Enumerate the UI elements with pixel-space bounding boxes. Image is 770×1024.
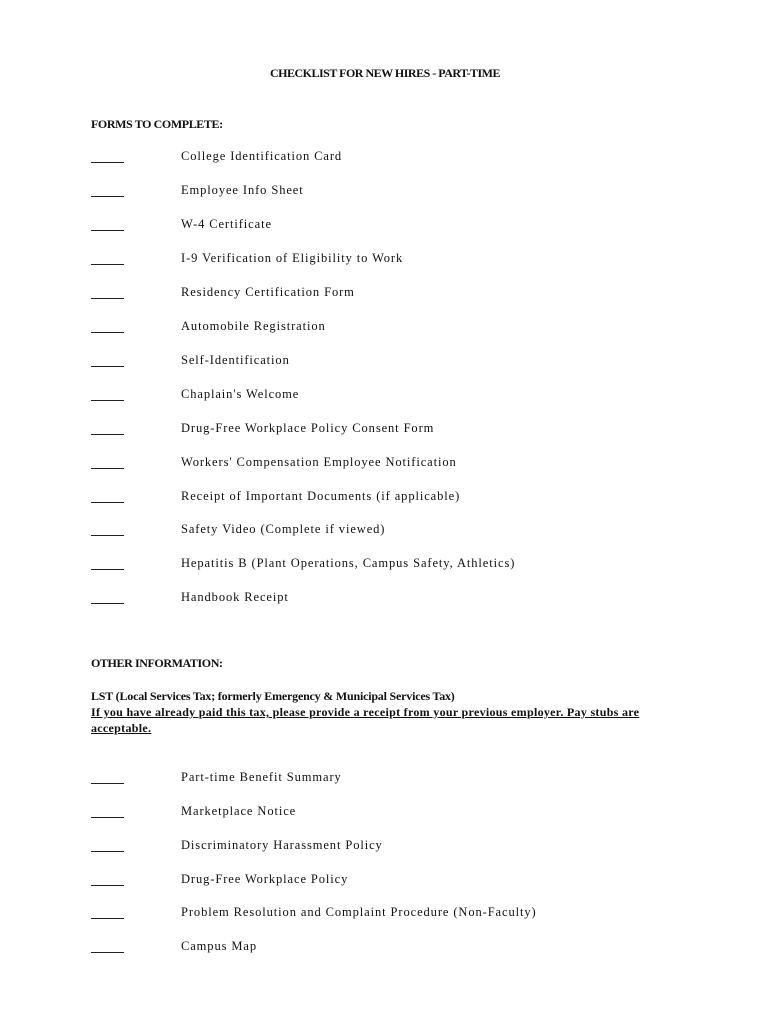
item-label: Marketplace Notice: [181, 804, 297, 818]
item-label: College Identification Card: [181, 149, 343, 163]
checkbox-blank[interactable]: [91, 230, 124, 231]
checklist-item: [91, 319, 691, 337]
item-label: W-4 Certificate: [181, 217, 272, 231]
checklist-item: [91, 838, 691, 856]
checkbox-blank[interactable]: [91, 298, 124, 299]
item-label: Automobile Registration: [181, 319, 326, 333]
checkbox-blank[interactable]: [91, 502, 124, 503]
checkbox-blank[interactable]: [91, 783, 124, 784]
checklist-item: [91, 489, 691, 507]
checklist-item: [91, 590, 691, 608]
checklist-item: [91, 421, 691, 439]
item-label: I-9 Verification of Eligibility to Work: [181, 251, 404, 265]
checkbox-blank[interactable]: [91, 535, 124, 536]
checklist-item: [91, 251, 691, 269]
checklist-item: [91, 804, 691, 822]
checkbox-blank[interactable]: [91, 332, 124, 333]
checklist-item: [91, 217, 691, 235]
item-label: Problem Resolution and Complaint Procedure (Non-Faculty): [181, 905, 537, 919]
checkbox-blank[interactable]: [91, 885, 124, 886]
other-section-heading: OTHER INFORMATION:: [91, 656, 223, 670]
checkbox-blank[interactable]: [91, 162, 124, 163]
item-label: Workers' Compensation Employee Notification: [181, 455, 457, 469]
item-label: Safety Video (Complete if viewed): [181, 522, 386, 536]
item-label: Employee Info Sheet: [181, 183, 304, 197]
item-label: Residency Certification Form: [181, 285, 355, 299]
checklist-item: [91, 939, 691, 957]
checklist-item: [91, 387, 691, 405]
checklist-item: [91, 455, 691, 473]
checklist-item: [91, 149, 691, 167]
checkbox-blank[interactable]: [91, 434, 124, 435]
checklist-item: [91, 522, 691, 540]
checkbox-blank[interactable]: [91, 569, 124, 570]
checklist-item: [91, 353, 691, 371]
checklist-item: [91, 183, 691, 201]
lst-notice: [91, 688, 691, 736]
item-label: Part-time Benefit Summary: [181, 770, 342, 784]
item-label: Receipt of Important Documents (if applicable): [181, 489, 461, 503]
checkbox-blank[interactable]: [91, 817, 124, 818]
checklist-item: [91, 285, 691, 303]
checkbox-blank[interactable]: [91, 918, 124, 919]
page-title: CHECKLIST FOR NEW HIRES - PART-TIME: [269, 66, 501, 80]
item-label: Hepatitis B (Plant Operations, Campus Safety, Athletics): [181, 556, 516, 570]
checkbox-blank[interactable]: [91, 603, 124, 604]
checkbox-blank[interactable]: [91, 366, 124, 367]
checklist-item: [91, 770, 691, 788]
forms-section-heading: FORMS TO COMPLETE:: [91, 117, 223, 131]
checkbox-blank[interactable]: [91, 400, 124, 401]
item-label: Self-Identification: [181, 353, 290, 367]
item-label: Discriminatory Harassment Policy: [181, 838, 383, 852]
checklist-item: [91, 556, 691, 574]
item-label: Campus Map: [181, 939, 258, 953]
checkbox-blank[interactable]: [91, 196, 124, 197]
item-label: Drug-Free Workplace Policy: [181, 872, 349, 886]
lst-note: If you have already paid this tax, please provide a receipt from your previous employer. Pay stubs are acceptable.: [91, 705, 640, 735]
checkbox-blank[interactable]: [91, 851, 124, 852]
item-label: Handbook Receipt: [181, 590, 289, 604]
lst-title: LST (Local Services Tax; formerly Emergency & Municipal Services Tax): [91, 689, 455, 703]
checklist-item: [91, 905, 691, 923]
checkbox-blank[interactable]: [91, 468, 124, 469]
item-label: Drug-Free Workplace Policy Consent Form: [181, 421, 435, 435]
checkbox-blank[interactable]: [91, 264, 124, 265]
item-label: Chaplain's Welcome: [181, 387, 300, 401]
checklist-item: [91, 872, 691, 890]
checkbox-blank[interactable]: [91, 952, 124, 953]
